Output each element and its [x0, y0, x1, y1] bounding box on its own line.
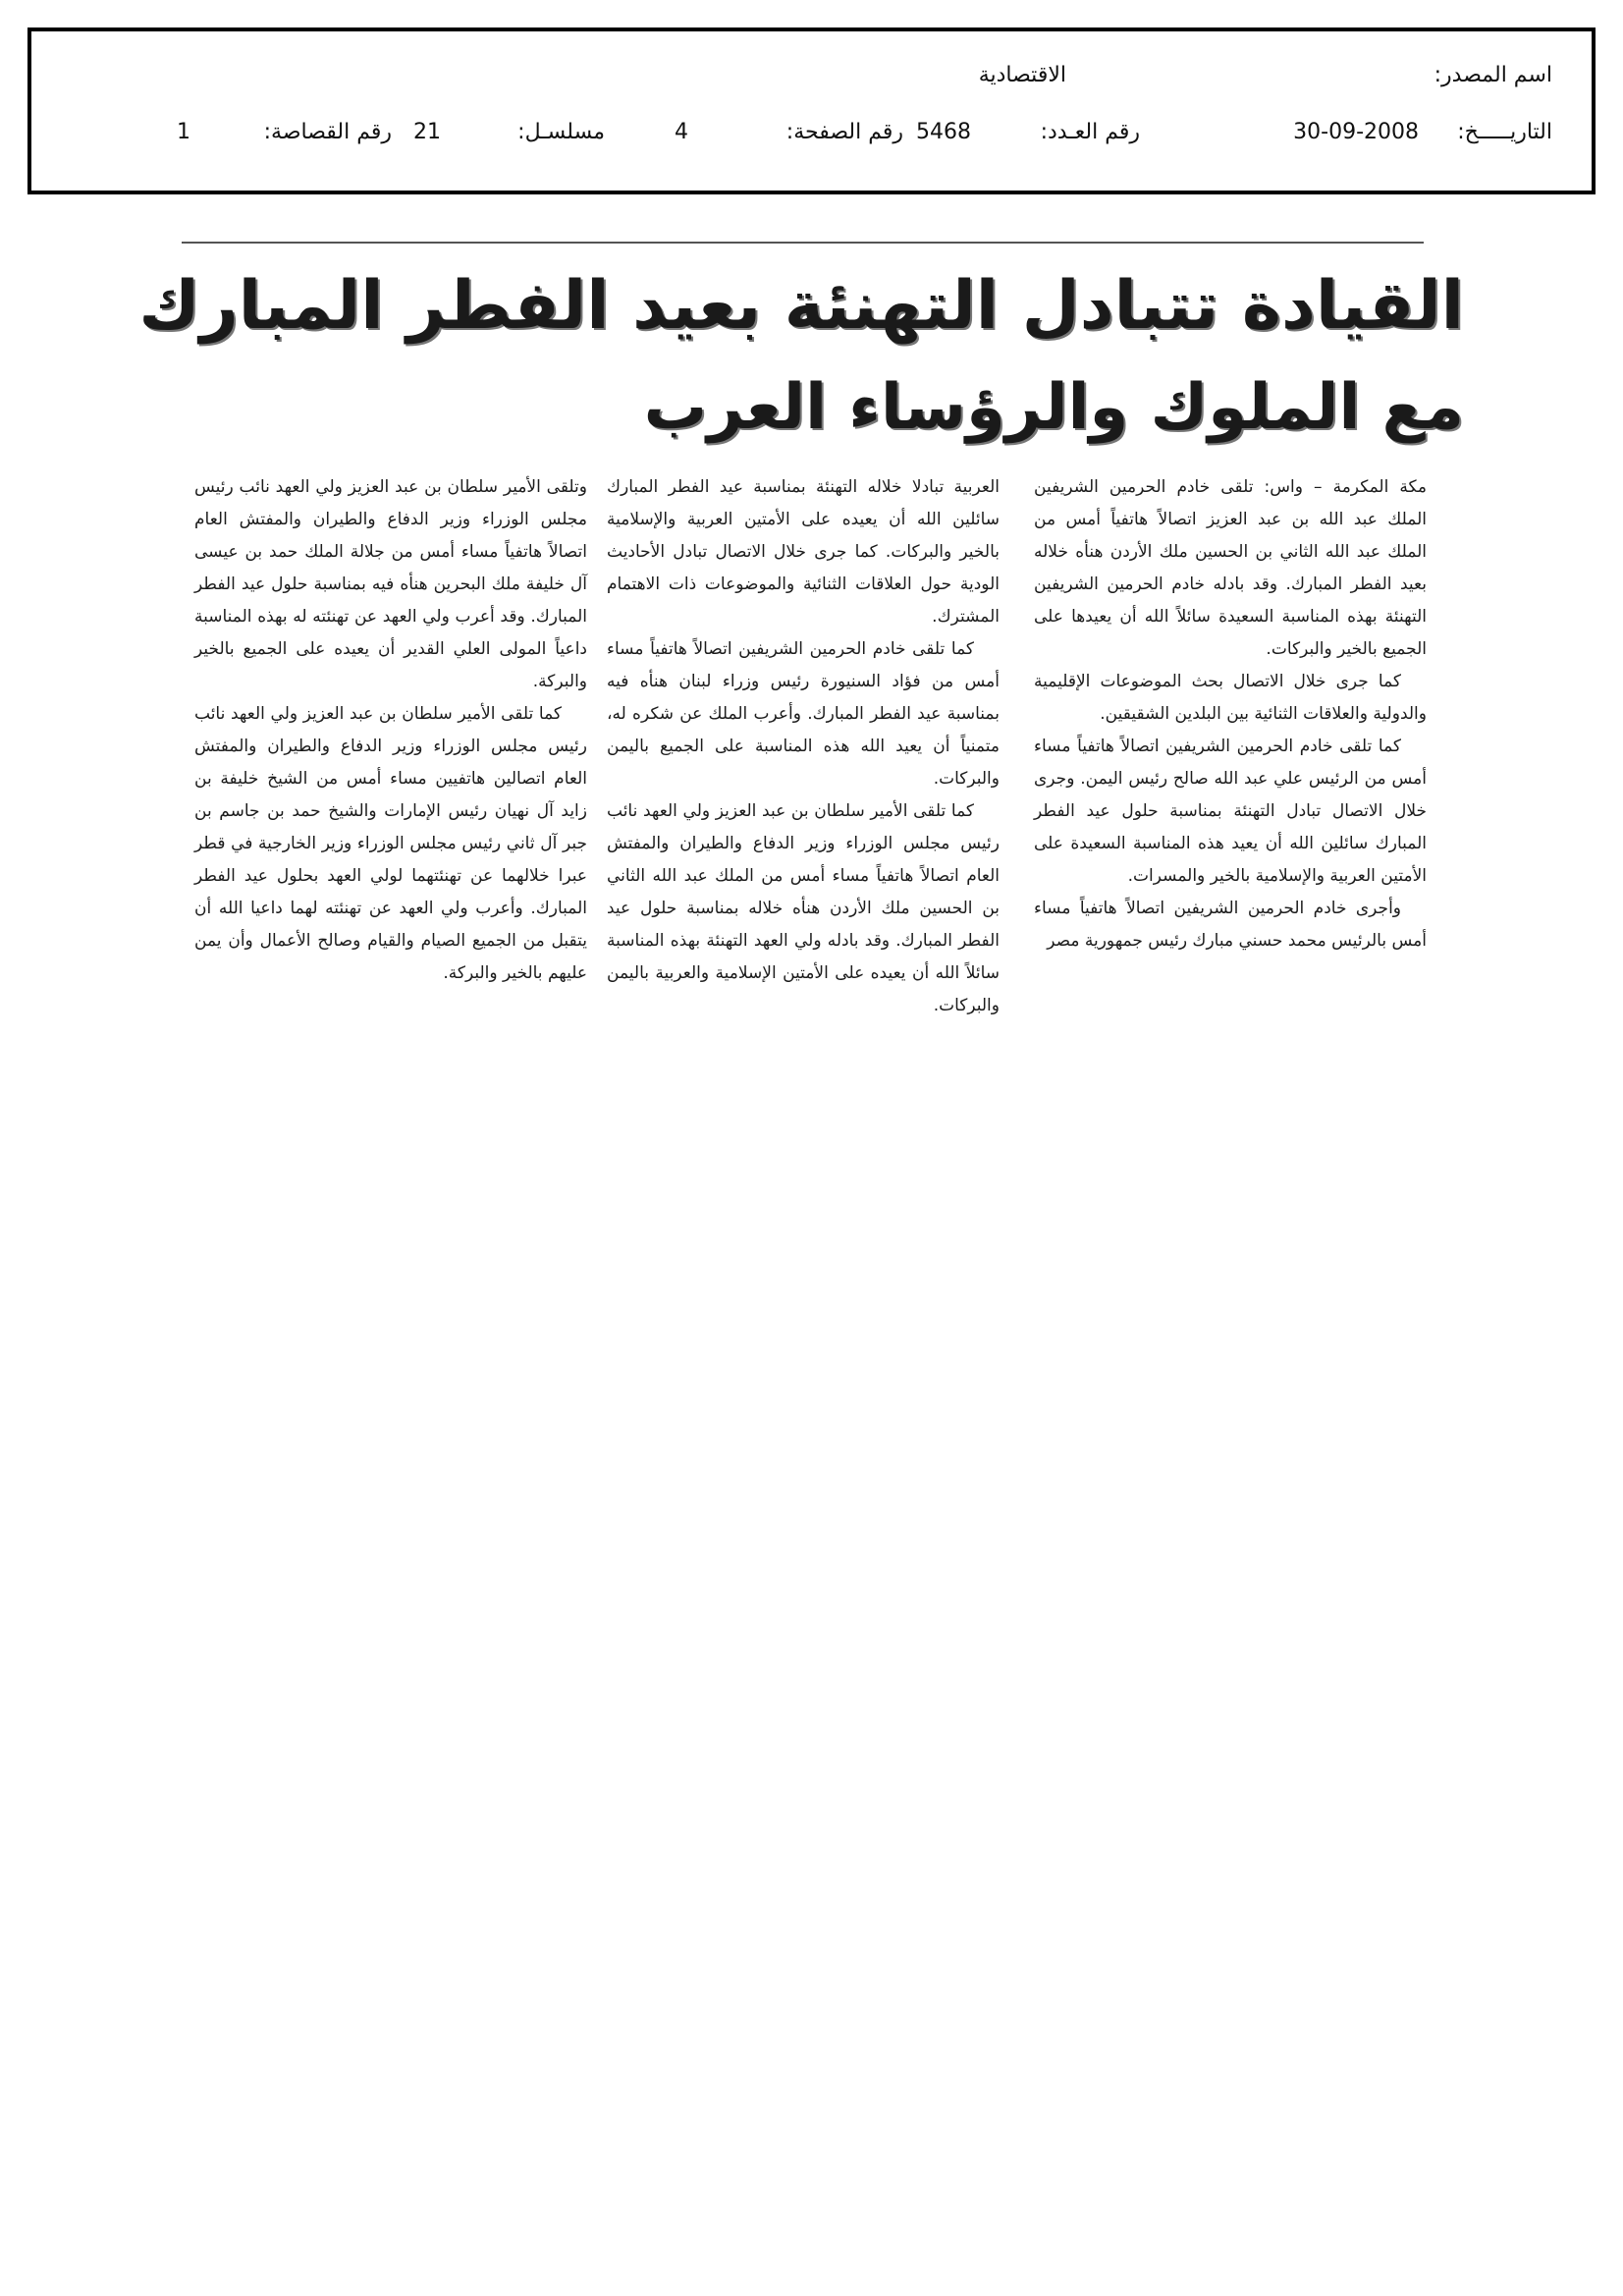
headline-line-2: مع الملوك والرؤساء العرب: [643, 371, 1464, 444]
article-column-2: [607, 471, 1000, 1022]
column-2-paragraph: كما تلقى خادم الحرمين الشريفين اتصالاً هاتفياً مساء أمس من فؤاد السنيورة رئيس وزراء لبنان هنأه فيه بمناسبة عيد الفطر المبارك. وأعرب الملك عن شكره له، متمنياً أن يعيد الله هذه المناسبة على الجميع باليمن والبركات.: [607, 639, 1000, 789]
issue-value: 5468: [916, 120, 971, 144]
headline-line-1: القيادة تتبادل التهنئة بعيد الفطر المبارك: [138, 267, 1464, 345]
date-label: التاريـــــخ:: [1457, 120, 1552, 144]
column-1-paragraph: كما تلقى خادم الحرمين الشريفين اتصالاً هاتفياً مساء أمس من الرئيس علي عبد الله صالح رئيس اليمن. وجرى خلال الاتصال تبادل التهنئة بمناسبة حلول عيد الفطر المبارك سائلين الله أن يعيد هذه المناسبة السعيدة على الأمتين العربية والإسلامية بالخير والمسرات.: [1034, 737, 1427, 886]
page-value: 4: [675, 120, 688, 144]
column-2-paragraph: العربية تبادلا خلاله التهنئة بمناسبة عيد الفطر المبارك سائلين الله أن يعيده على الأمتين العربية والإسلامية بالخير والبركات. كما جرى خلال الاتصال تبادل الأحاديث الودية حول العلاقات الثنائية والموضوعات ذات الاهتمام المشترك.: [607, 477, 1000, 627]
clip-value: 1: [177, 120, 190, 144]
column-1-paragraph: كما جرى خلال الاتصال بحث الموضوعات الإقليمية والدولية والعلاقات الثنائية بين البلدين الشقيقين.: [1034, 672, 1427, 724]
issue-label: رقم العـدد:: [1040, 120, 1140, 144]
column-3-paragraph: كما تلقى الأمير سلطان بن عبد العزيز ولي العهد نائب رئيس مجلس الوزراء وزير الدفاع والطيران والمفتش العام اتصالين هاتفيين مساء أمس من الشيخ خليفة بن زايد آل نهيان رئيس الإمارات والشيخ حمد بن جاسم بن جبر آل ثاني رئيس مجلس الوزراء وزير الخارجية في قطر عبرا خلالهما عن تهنئتهما لولي العهد بحلول عيد الفطر المبارك. وأعرب ولي العهد عن تهنئته لهما داعيا الله أن يتقبل من الجميع الصيام والقيام وصالح الأعمال وأن يمن عليهم بالخير والبركة.: [194, 704, 587, 983]
clip-label: رقم القصاصة:: [263, 120, 392, 144]
serial-value: 21: [413, 120, 441, 144]
serial-label: مسلسـل:: [517, 120, 605, 144]
source-value: الاقتصادية: [978, 63, 1066, 87]
column-1-paragraph: مكة المكرمة – واس: تلقى خادم الحرمين الشريفين الملك عبد الله بن عبد العزيز اتصالاً هاتفياً أمس من الملك عبد الله الثاني بن الحسين ملك الأردن هنأه خلاله بعيد الفطر المبارك. وقد بادله خادم الحرمين الشريفين التهنئة بهذه المناسبة السعيدة سائلاً الله أن يعيدها على الجميع بالخير والبركات.: [1034, 477, 1427, 659]
date-value: 30-09-2008: [1293, 120, 1419, 144]
column-3-paragraph: وتلقى الأمير سلطان بن عبد العزيز ولي العهد نائب رئيس مجلس الوزراء وزير الدفاع والطيران والمفتش العام اتصالاً هاتفياً مساء أمس من جلالة الملك حمد بن عيسى آل خليفة ملك البحرين هنأه فيه بمناسبة حلول عيد الفطر المبارك. وقد أعرب ولي العهد عن تهنئته له بهذه المناسبة داعياً المولى العلي القدير أن يعيده على الجميع بالخير والبركة.: [194, 477, 587, 691]
article-column-3: [194, 471, 587, 990]
source-info-box: [27, 27, 1596, 194]
page-label: رقم الصفحة:: [785, 120, 903, 144]
column-2-paragraph: كما تلقى الأمير سلطان بن عبد العزيز ولي العهد نائب رئيس مجلس الوزراء وزير الدفاع والطيران والمفتش العام اتصالاً هاتفياً مساء أمس من الملك عبد الله الثاني بن الحسين ملك الأردن هنأه خلاله بمناسبة حلول عيد الفطر المبارك. وقد بادله ولي العهد التهنئة بهذه المناسبة سائلاً الله أن يعيده على الأمتين الإسلامية والعربية باليمن والبركات.: [607, 801, 1000, 1015]
column-1-paragraph: وأجرى خادم الحرمين الشريفين اتصالاً هاتفياً مساء أمس بالرئيس محمد حسني مبارك رئيس جمهورية مصر: [1034, 899, 1427, 951]
article-column-1: [1034, 471, 1427, 957]
divider-rule: [182, 242, 1424, 244]
source-label: اسم المصدر:: [1434, 63, 1552, 87]
